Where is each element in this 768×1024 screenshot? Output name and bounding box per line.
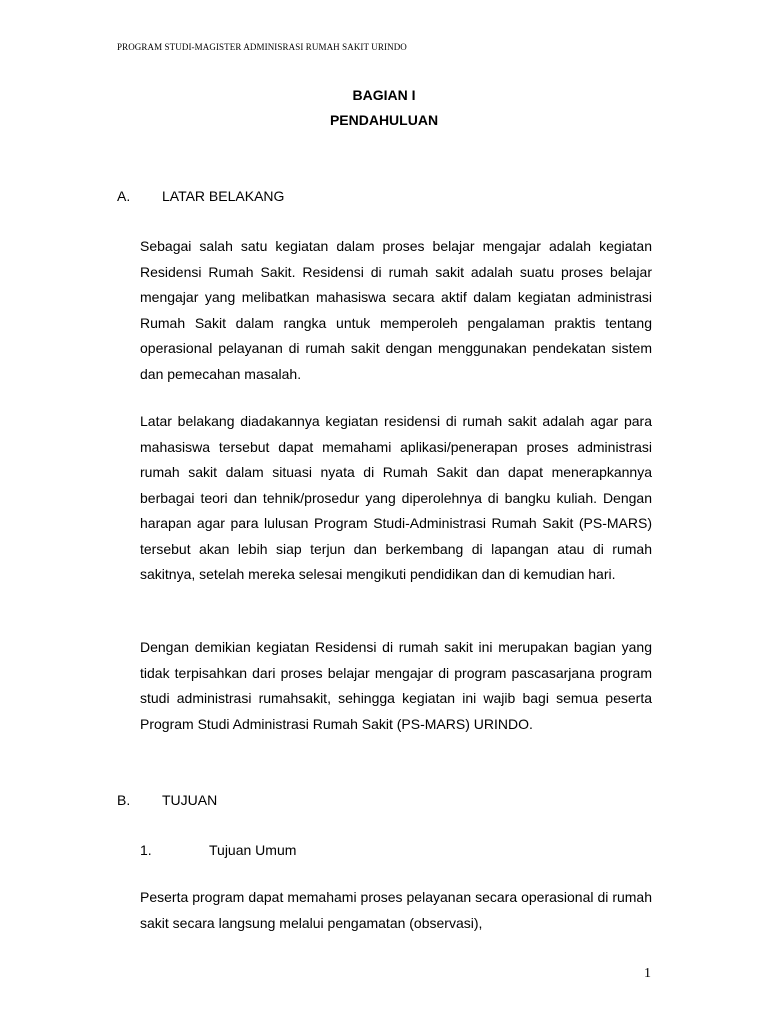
running-header: PROGRAM STUDI-MAGISTER ADMINISRASI RUMAH SAKIT URINDO — [117, 42, 407, 52]
page-number: 1 — [644, 966, 651, 981]
section-label: LATAR BELAKANG — [162, 188, 285, 204]
paragraph-latar-2: Latar belakang diadakannya kegiatan residensi di rumah sakit adalah agar para mahasiswa tersebut dapat memahami aplikasi/penerapan proses administrasi rumah sakit dalam situasi nyata di Rumah Sakit dan dapat menerapkannya berbagai teori dan tehnik/prosedur yang diperolehnya di bangku kuliah. Dengan harapan agar para lulusan Program Studi-Administrasi Rumah Sakit (PS-MARS) tersebut akan lebih siap terjun dan berkembang di lapangan atau di rumah sakitnya, setelah mereka selesai mengikuti pendidikan dan di kemudian hari. — [140, 413, 652, 582]
subsection-marker: 1. — [140, 842, 152, 858]
chapter-subtitle: PENDAHULUAN — [329, 112, 439, 128]
section-marker: B. — [117, 792, 131, 808]
section-marker: A. — [117, 188, 131, 204]
chapter-title: BAGIAN I — [352, 87, 416, 103]
paragraph-latar-1: Sebagai salah satu kegiatan dalam proses belajar mengajar adalah kegiatan Residensi Rumah Sakit. Residensi di rumah sakit adalah suatu proses belajar mengajar yang melibatkan mahasiswa secara aktif dalam kegiatan administrasi Rumah Sakit dalam rangka untuk memperoleh pengalaman praktis tentang operasional pelayanan di rumah sakit dengan menggunakan pendekatan sistem dan pemecahan masalah. — [140, 238, 652, 382]
subsection-label: Tujuan Umum — [209, 842, 297, 858]
paragraph-latar-3: Dengan demikian kegiatan Residensi di rumah sakit ini merupakan bagian yang tidak terpisahkan dari proses belajar mengajar di program pascasarjana program studi administrasi rumahsakit, sehingga kegiatan ini wajib bagi semua peserta Program Studi Administrasi Rumah Sakit (PS-MARS) URINDO. — [140, 639, 652, 732]
paragraph-tujuan-umum: Peserta program dapat memahami proses pelayanan secara operasional di rumah sakit secara langsung melalui pengamatan (observasi), — [140, 889, 652, 931]
section-label: TUJUAN — [162, 792, 218, 808]
